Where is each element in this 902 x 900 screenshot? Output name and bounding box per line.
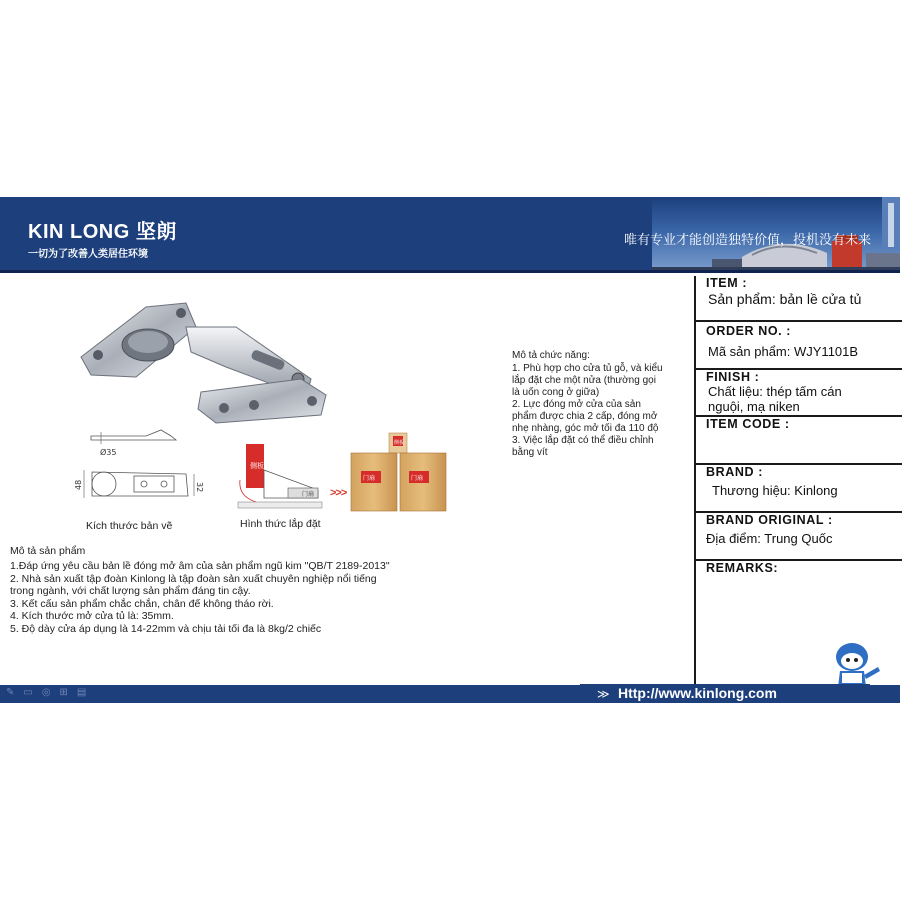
spec-table [694,276,902,684]
door-right-label: 门扇 [411,475,424,482]
function-line: 3. Việc lắp đặt có thể điều chỉnh [512,435,654,446]
kinlong-logo: KIN LONG 坚朗 [28,221,177,243]
function-line: lắp đặt che một nửa (thường gọi [512,375,656,386]
finish-cell [696,370,902,417]
arrow-chevrons: >>> [330,487,347,499]
product-description [10,560,480,635]
brand-cell [696,465,902,513]
catalog-sheet [0,197,900,703]
item-code-label: ITEM CODE : [706,417,790,431]
order-cell [696,322,902,370]
toolbar-icons: ✎▭◎⊞▤ [6,687,96,698]
brand-original-value: Địa điểm: Trung Quốc [706,531,833,546]
description-line: trong ngành, với chất lượng sản phẩm đáng tin cậy. [10,585,251,597]
description-line: 2. Nhà sản xuất tập đoàn Kinlong là tập đoàn sản xuất chuyên nghiệp nổi tiếng [10,572,377,585]
item-label: ITEM : [706,276,748,290]
order-label: ORDER NO. : [706,324,792,338]
item-cell [696,276,902,322]
item-code-cell [696,417,902,465]
door-left-label: 门扇 [363,475,376,482]
function-line: là uốn cong ở giữa) [512,387,600,398]
website-link[interactable]: Http://www.kinlong.com [618,685,777,701]
door-label: 门扇 [302,491,315,498]
finish-value-line2: nguội, mạ niken [708,399,800,414]
installation-diagram [238,444,328,512]
cabinet-door-illustration [349,433,449,513]
finish-label: FINISH : [706,370,760,384]
function-description [512,363,692,459]
function-line: phẩm được chia 2 cấp, đóng mở [512,411,658,422]
logo-tagline: 一切为了改善人类居住环境 [28,249,148,260]
brand-value: Thương hiệu: Kinlong [712,483,838,498]
item-value: Sản phẩm: bản lề cửa tủ [708,291,862,307]
function-line: 2. Lực đóng mở cửa của sản [512,399,641,410]
description-line: 1.Đáp ứng yêu cầu bản lề đóng mở âm của sản phẩm ngũ kim "QB/T 2189-2013" [10,560,390,572]
product-description-title: Mô tả sản phẩm [10,545,86,557]
height-label: 48 [74,479,83,490]
double-arrow-icon: ≫ [597,687,610,701]
function-title: Mô tả chức năng: [512,350,590,361]
side-top-label: 侧板 [394,440,405,446]
function-line: nhẹ nhàng, góc mở tối đa 110 độ [512,423,659,434]
side-panel-label: 侧板 [250,462,264,470]
header-banner [0,197,900,273]
remarks-label: REMARKS: [706,561,779,575]
description-line: 4. Kích thước mở cửa tủ là: 35mm. [10,610,174,622]
finish-value-line1: Chất liệu: thép tấm cán [708,384,842,399]
description-line: 5. Độ dày cửa áp dụng là 14-22mm và chịu tải tối đa là 8kg/2 chiếc [10,622,322,635]
brand-label: BRAND : [706,465,763,479]
function-line: bằng vít [512,447,548,458]
width-label: 32 [195,482,204,493]
diameter-label: Ø35 [100,448,117,457]
drawing-caption: Kích thước bản vẽ [86,520,173,532]
brand-original-label: BRAND ORIGINAL : [706,513,833,527]
dimension-drawing [76,430,216,508]
order-value: Mã sản phẩm: WJY1101B [708,344,859,359]
function-line: 1. Phù hợp cho cửa tủ gỗ, và kiểu [512,363,663,374]
description-line: 3. Kết cấu sản phẩm chắc chắn, chân đế không tháo rời. [10,597,274,610]
hinge-product-image [76,297,336,427]
slogan-text: 唯有专业才能创造独特价值，投机没有未来 [624,233,872,248]
install-caption: Hình thức lắp đặt [240,518,321,530]
brand-original-cell [696,513,902,561]
